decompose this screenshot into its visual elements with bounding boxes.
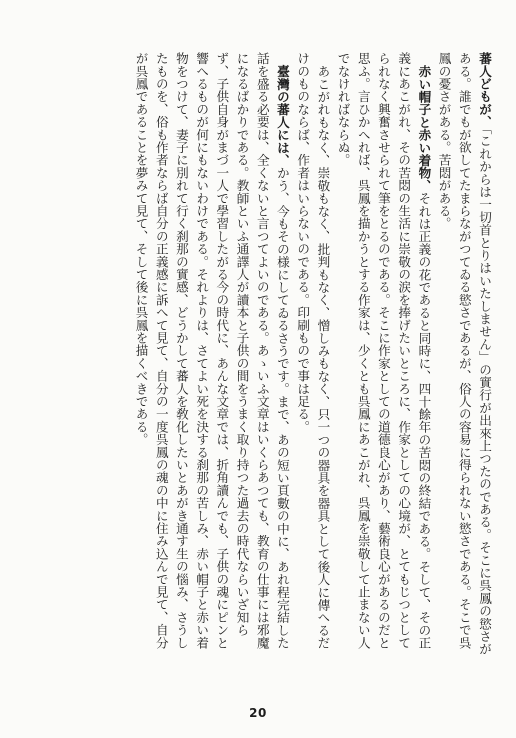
paragraph-3-text: あこがれもなく、崇敬もなく、批判もなく、憎しみもなく、只一つの器具を器具として後人に傳へるだけのものならば、作者はいらないのである。印刷もので事は足る。	[295, 52, 331, 649]
paragraph-4-lead: 臺灣の蕃人には、	[274, 64, 290, 167]
paragraph-1	[433, 52, 494, 660]
paragraph-4-text: かう、今もその様にしてゐるさうです。まで、あの短い頁數の中に、あれ程完結した話を盛る必要は、全くないと言つてよいのである。あゝいふ文章はいくらあつても、教育の仕事には邪魔になるばかりである。教師といふ通譯人が讀本と子供の間をうまく取り持つた過去の時代ならいざ知らず、子供自身がまづ一人で學習したがる今の時代に、あんな文章では、折角讀んでも、子供の魂にピンと響へるものが何にもないわけである。それよりは、さてよい死を決する刹那の苦しみ、赤い帽子と赤い着物をつけて、妻子に別れて行く刹那の實感、どうかして蕃人を敎化したいとあがき通す生の惱み、さうしたものを、俗も作者ならば自分の正義感に訴へて見て、自分の一度呉鳳の魂の中に住み込んで見て、自分が呉鳳であることを夢みて見て、そして後に呉鳳を描くべきである。	[133, 52, 290, 649]
paragraph-2-lead: 赤い帽子と赤い着物、	[416, 64, 432, 192]
paragraph-2-text: それは正義の花であると同時に、四十餘年の苦悶の終結である。そして、その正義にあこがれ、その苦悶の生活に崇敬の涙を捧げたいところに、作家としての心境が、とてもじつとしてられなく興奮させられて筆をとるのである。そこに作家としての道德良心があり、藝術良心があるのだと思ふ。言ひかへれば、呉鳳を描かうとする作家は、少くとも呉鳳にあこがれ、呉鳳を崇敬して止まない人でなければならぬ。	[335, 52, 432, 649]
paragraph-4	[130, 52, 292, 660]
paragraph-2	[332, 52, 433, 660]
vertical-text-body	[24, 52, 494, 660]
paragraph-1-lead: 蕃人どもが、	[477, 52, 492, 129]
paragraph-1-text: 「これからは一切首とりはいたしません」の實行が出來上つたのである。そこに呉鳳の慾さがある。誰でもが欲してたまらながつてゐる慾さであるが、俗人の容易に得られない慾さである。そこで呉鳳の憂さがある。苦悶がある。	[436, 52, 492, 656]
paragraph-3	[292, 52, 332, 660]
page-number: 20	[249, 706, 267, 720]
